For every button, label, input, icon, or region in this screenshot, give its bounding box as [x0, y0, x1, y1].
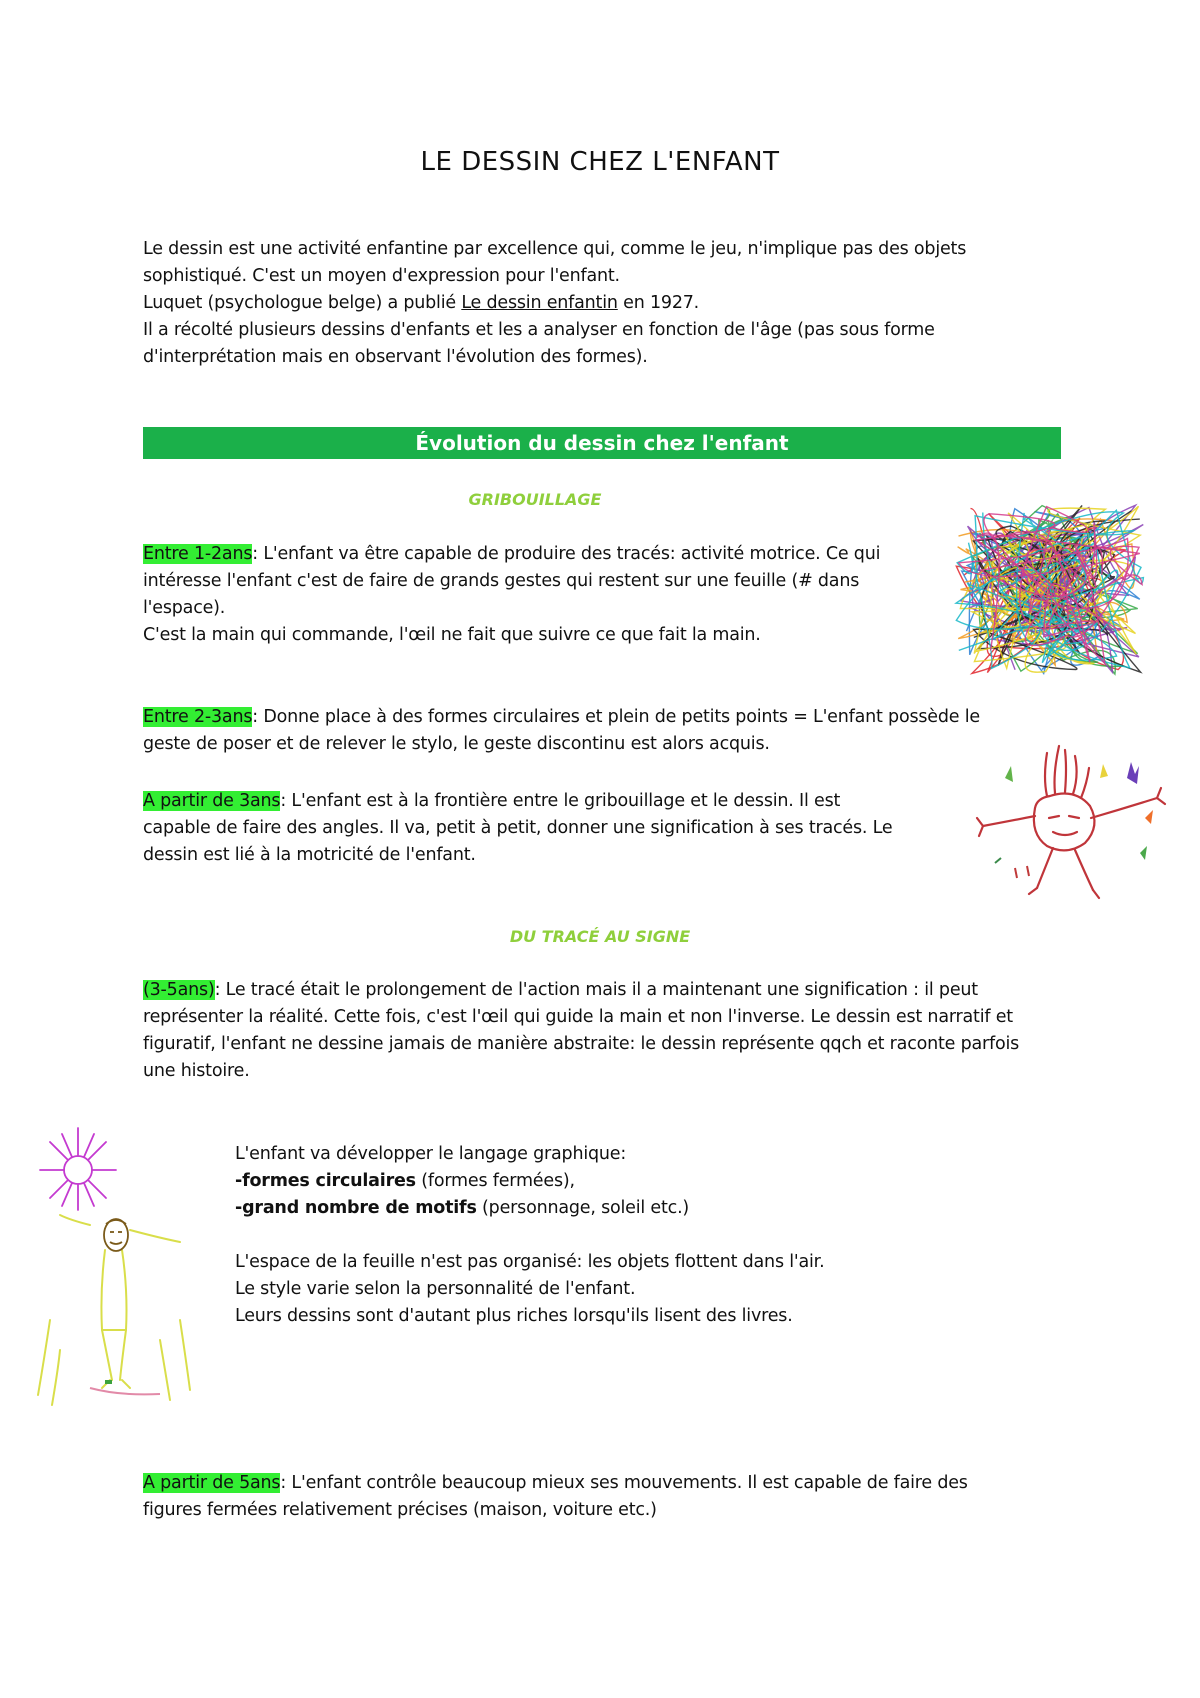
figure-with-sun-drawing: [30, 1120, 215, 1415]
sun-face-drawing: [975, 738, 1170, 908]
intro-line: Le dessin est une activité enfantine par excellence qui, comme le jeu, n'implique pas des objets: [143, 239, 967, 259]
age-tag: (3-5ans): [143, 980, 215, 1000]
age-tag: A partir de 3ans: [143, 791, 281, 811]
section-banner: Évolution du dessin chez l'enfant: [143, 427, 1061, 459]
intro-line: Luquet (psychologue belge) a publié Le dessin enfantin en 1927.: [143, 293, 700, 313]
intro-line: sophistiqué. C'est un moyen d'expression pour l'enfant.: [143, 266, 620, 286]
page-title: LE DESSIN CHEZ L'ENFANT: [420, 147, 780, 177]
intro-line: d'interprétation mais en observant l'évolution des formes).: [143, 347, 648, 367]
du-trace-au-signe-heading: DU TRACÉ AU SIGNE: [509, 927, 691, 946]
book-title: Le dessin enfantin: [461, 293, 618, 313]
age-tag: A partir de 5ans: [143, 1473, 281, 1493]
intro-line: Il a récolté plusieurs dessins d'enfants et les a analyser en fonction de l'âge (pas sous forme: [143, 320, 935, 340]
stage-3-5ans: (3-5ans): Le tracé était le prolongement de l'action mais il a maintenant une signification : il peut représenter la réalité. Cette fois, c'est l'œil qui guide la main et non l'inverse. Le dessin est narratif et figuratif, l'enfant ne dessine jamais de manière abstraite: le dessin représente qqch et raconte parfois une histoire.: [143, 980, 1020, 1081]
space-paragraph: L'espace de la feuille n'est pas organisé: les objets flottent dans l'air. Le style varie selon la personnalité de l'enfant. Leurs dessins sont d'autant plus riches lorsqu'ils lisent des livres.: [235, 1252, 825, 1326]
stage-3ans: A partir de 3ans: L'enfant est à la frontière entre le gribouillage et le dessin. Il est capable de faire des angles. Il va, petit à petit, donner une signification à ses tracés. Le dessin est lié à la motricité de l'enfant.: [143, 791, 893, 865]
age-tag: Entre 1-2ans: [143, 544, 253, 564]
intro-paragraph: [143, 236, 1063, 371]
stage-5ans: A partir de 5ans: L'enfant contrôle beaucoup mieux ses mouvements. Il est capable de faire des figures fermées relativement précises (maison, voiture etc.): [143, 1473, 968, 1520]
age-tag: Entre 2-3ans: [143, 707, 253, 727]
graphic-language-list: L'enfant va développer le langage graphique: -formes circulaires (formes fermées), -grand nombre de motifs (personnage, soleil etc.): [235, 1144, 690, 1218]
stage-1-2ans: Entre 1-2ans: L'enfant va être capable de produire des tracés: activité motrice. Ce qui intéresse l'enfant c'est de faire de grands gestes qui restent sur une feuille (# dans l'espace). C'est la main qui commande, l'œil ne fait que suivre ce que fait la main.: [143, 544, 881, 645]
stage-2-3ans: Entre 2-3ans: Donne place à des formes circulaires et plein de petits points = L'enfant possède le geste de poser et de relever le stylo, le geste discontinu est alors acquis.: [143, 707, 980, 754]
scribble-drawing: [945, 495, 1155, 685]
gribouillage-heading: GRIBOUILLAGE: [468, 490, 602, 509]
